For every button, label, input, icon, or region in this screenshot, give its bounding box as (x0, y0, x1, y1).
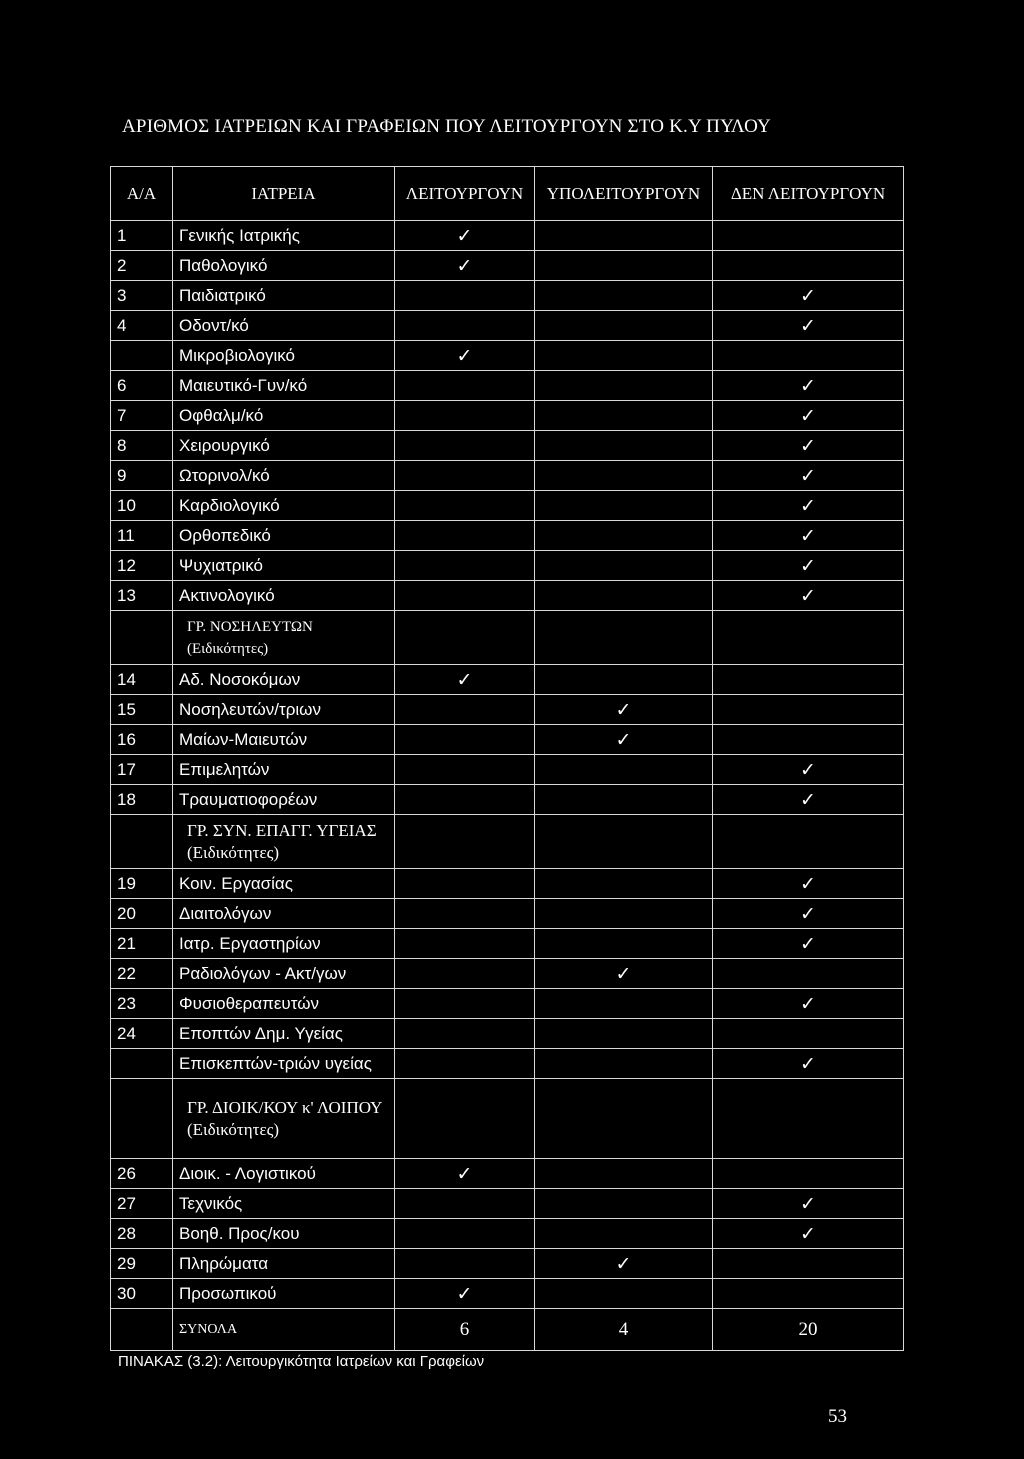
status-cell-3 (713, 581, 904, 611)
status-cell-2 (535, 1019, 713, 1049)
status-cell-3 (713, 1279, 904, 1309)
group-num-cell (111, 1079, 173, 1159)
status-cell-2 (535, 251, 713, 281)
table-row (111, 1159, 904, 1189)
row-number: 19 (111, 869, 173, 899)
row-label: Τραυματιοφορέων (173, 785, 395, 815)
group-empty-cell (713, 611, 904, 665)
check-icon: ✓ (800, 788, 816, 811)
table-row (111, 989, 904, 1019)
check-icon: ✓ (800, 1192, 816, 1215)
row-label: Παθολογικό (173, 251, 395, 281)
status-cell-1 (395, 1019, 535, 1049)
status-cell-1 (395, 959, 535, 989)
check-icon: ✓ (800, 524, 816, 547)
totals-operating: 6 (395, 1309, 535, 1351)
row-label: Μικροβιολογικό (173, 341, 395, 371)
group-header-row (111, 815, 904, 869)
row-number: 30 (111, 1279, 173, 1309)
row-label: Διοικ. - Λογιστικού (173, 1159, 395, 1189)
row-label: Καρδιολογικό (173, 491, 395, 521)
status-cell-3 (713, 785, 904, 815)
table-row (111, 1019, 904, 1049)
header-not-operating: ΔΕΝ ΛΕΙΤΟΥΡΓΟΥΝ (713, 167, 904, 221)
check-icon: ✓ (800, 758, 816, 781)
row-number: 1 (111, 221, 173, 251)
check-icon: ✓ (800, 1052, 816, 1075)
row-label: Τεχνικός (173, 1189, 395, 1219)
row-number: 13 (111, 581, 173, 611)
check-icon: ✓ (615, 728, 632, 751)
row-number: 7 (111, 401, 173, 431)
totals-num-cell (111, 1309, 173, 1351)
status-cell-2 (535, 431, 713, 461)
status-cell-2 (535, 899, 713, 929)
status-cell-3 (713, 551, 904, 581)
status-cell-1 (395, 989, 535, 1019)
table-row (111, 1279, 904, 1309)
status-cell-3 (713, 665, 904, 695)
status-cell-2 (535, 989, 713, 1019)
row-number: 22 (111, 959, 173, 989)
table-row (111, 461, 904, 491)
status-cell-2 (535, 1049, 713, 1079)
status-cell-3 (713, 929, 904, 959)
check-icon: ✓ (456, 668, 473, 691)
row-label: Βοηθ. Προς/κου (173, 1219, 395, 1249)
row-number: 21 (111, 929, 173, 959)
table-row (111, 491, 904, 521)
row-label: Οδοντ/κό (173, 311, 395, 341)
row-label: Αδ. Νοσοκόμων (173, 665, 395, 695)
group-empty-cell (535, 1079, 713, 1159)
check-icon: ✓ (800, 554, 816, 577)
status-cell-3 (713, 959, 904, 989)
page-title: ΑΡΙΘΜΟΣ ΙΑΤΡΕΙΩΝ ΚΑΙ ΓΡΑΦΕΙΩΝ ΠΟΥ ΛΕΙΤΟΥΡΓΟΥΝ ΣΤΟ Κ.Υ ΠΥΛΟΥ (122, 116, 771, 137)
status-cell-1 (395, 929, 535, 959)
row-number: 26 (111, 1159, 173, 1189)
status-cell-1 (395, 401, 535, 431)
row-label: Χειρουργικό (173, 431, 395, 461)
group-title: ΓΡ. ΝΟΣΗΛΕΥΤΩΝ (Ειδικότητες) (173, 611, 395, 665)
row-number: 6 (111, 371, 173, 401)
table-row (111, 221, 904, 251)
table-row (111, 581, 904, 611)
check-icon: ✓ (800, 584, 816, 607)
row-number: 16 (111, 725, 173, 755)
status-cell-1 (395, 1049, 535, 1079)
check-icon: ✓ (800, 374, 816, 397)
table-row (111, 551, 904, 581)
status-cell-1 (395, 785, 535, 815)
table-row (111, 1189, 904, 1219)
row-number: 17 (111, 755, 173, 785)
status-cell-2 (535, 401, 713, 431)
status-cell-1 (395, 431, 535, 461)
row-label: Επισκεπτών-τριών υγείας (173, 1049, 395, 1079)
status-cell-1 (395, 491, 535, 521)
check-icon: ✓ (800, 932, 816, 955)
row-label: Μαίων-Μαιευτών (173, 725, 395, 755)
status-cell-3 (713, 371, 904, 401)
table-row (111, 695, 904, 725)
status-cell-1 (395, 725, 535, 755)
group-num-cell (111, 815, 173, 869)
group-empty-cell (395, 815, 535, 869)
check-icon: ✓ (800, 494, 816, 517)
table-row (111, 371, 904, 401)
status-cell-1 (395, 371, 535, 401)
status-cell-1 (395, 1249, 535, 1279)
row-label: Ιατρ. Εργαστηρίων (173, 929, 395, 959)
table-body (111, 221, 904, 1309)
status-cell-2 (535, 869, 713, 899)
table-row (111, 1219, 904, 1249)
row-number: 24 (111, 1019, 173, 1049)
check-icon: ✓ (800, 314, 816, 337)
table-row (111, 959, 904, 989)
row-number: 4 (111, 311, 173, 341)
table-row (111, 929, 904, 959)
status-cell-1 (395, 899, 535, 929)
status-cell-1 (395, 1189, 535, 1219)
row-label: Μαιευτικό-Γυν/κό (173, 371, 395, 401)
check-icon: ✓ (800, 992, 816, 1015)
status-cell-1 (395, 1279, 535, 1309)
row-number: 12 (111, 551, 173, 581)
status-table (110, 166, 904, 1351)
status-cell-3 (713, 431, 904, 461)
status-cell-3 (713, 1019, 904, 1049)
check-icon: ✓ (456, 224, 473, 247)
status-cell-3 (713, 755, 904, 785)
group-empty-cell (535, 815, 713, 869)
status-cell-2 (535, 695, 713, 725)
group-empty-cell (395, 1079, 535, 1159)
header-underoperating: ΥΠΟΛΕΙΤΟΥΡΓΟΥΝ (535, 167, 713, 221)
status-cell-2 (535, 521, 713, 551)
row-label: Επιμελητών (173, 755, 395, 785)
status-cell-1 (395, 665, 535, 695)
status-cell-2 (535, 725, 713, 755)
table-header-row (111, 167, 904, 221)
row-number: 27 (111, 1189, 173, 1219)
status-cell-1 (395, 695, 535, 725)
row-number: 2 (111, 251, 173, 281)
row-number: 28 (111, 1219, 173, 1249)
row-label: Πληρώματα (173, 1249, 395, 1279)
status-cell-2 (535, 461, 713, 491)
status-cell-3 (713, 725, 904, 755)
status-cell-3 (713, 1159, 904, 1189)
status-cell-3 (713, 491, 904, 521)
status-cell-2 (535, 959, 713, 989)
row-label: Ακτινολογικό (173, 581, 395, 611)
row-number: 8 (111, 431, 173, 461)
check-icon: ✓ (456, 344, 473, 367)
row-label: Ορθοπεδικό (173, 521, 395, 551)
status-cell-3 (713, 1219, 904, 1249)
row-label: Ραδιολόγων - Ακτ/γων (173, 959, 395, 989)
status-cell-2 (535, 1279, 713, 1309)
totals-not-operating: 20 (713, 1309, 904, 1351)
row-number: 10 (111, 491, 173, 521)
status-cell-2 (535, 221, 713, 251)
table-row (111, 401, 904, 431)
status-cell-3 (713, 251, 904, 281)
status-cell-1 (395, 281, 535, 311)
status-cell-3 (713, 401, 904, 431)
check-icon: ✓ (800, 902, 816, 925)
check-icon: ✓ (800, 434, 816, 457)
group-title: ΓΡ. ΔΙΟΙΚ/ΚΟΥ κ' ΛΟΙΠΟΥ (Ειδικότητες) (173, 1079, 395, 1159)
row-number: 11 (111, 521, 173, 551)
header-operating: ΛΕΙΤΟΥΡΓΟΥΝ (395, 167, 535, 221)
status-cell-1 (395, 221, 535, 251)
row-label: Νοσηλευτών/τριων (173, 695, 395, 725)
row-label: Ωτορινολ/κό (173, 461, 395, 491)
group-empty-cell (713, 815, 904, 869)
status-cell-3 (713, 221, 904, 251)
page-number: 53 (828, 1406, 847, 1427)
check-icon: ✓ (615, 1252, 632, 1275)
status-cell-2 (535, 1249, 713, 1279)
status-cell-3 (713, 695, 904, 725)
table-row (111, 665, 904, 695)
status-cell-2 (535, 491, 713, 521)
status-cell-2 (535, 581, 713, 611)
status-cell-2 (535, 341, 713, 371)
status-cell-1 (395, 869, 535, 899)
totals-underoperating: 4 (535, 1309, 713, 1351)
status-cell-1 (395, 521, 535, 551)
status-cell-2 (535, 551, 713, 581)
check-icon: ✓ (800, 404, 816, 427)
status-cell-1 (395, 551, 535, 581)
group-num-cell (111, 611, 173, 665)
table-row (111, 1249, 904, 1279)
table-row (111, 431, 904, 461)
table-caption: ΠΙΝΑΚΑΣ (3.2): Λειτουργικότητα Ιατρείων και Γραφείων (118, 1353, 485, 1370)
group-empty-cell (535, 611, 713, 665)
row-number: 3 (111, 281, 173, 311)
row-number: 29 (111, 1249, 173, 1279)
status-cell-2 (535, 311, 713, 341)
status-cell-3 (713, 869, 904, 899)
group-header-row (111, 611, 904, 665)
row-label: Φυσιοθεραπευτών (173, 989, 395, 1019)
status-cell-2 (535, 785, 713, 815)
row-number (111, 1049, 173, 1079)
row-label: Διαιτολόγων (173, 899, 395, 929)
status-cell-3 (713, 521, 904, 551)
row-number: 9 (111, 461, 173, 491)
status-cell-2 (535, 1189, 713, 1219)
row-number: 20 (111, 899, 173, 929)
header-num: Α/Α (111, 167, 173, 221)
status-cell-2 (535, 1219, 713, 1249)
row-number: 23 (111, 989, 173, 1019)
status-cell-1 (395, 461, 535, 491)
table-row (111, 869, 904, 899)
status-cell-3 (713, 899, 904, 929)
check-icon: ✓ (615, 962, 632, 985)
status-cell-1 (395, 755, 535, 785)
group-title: ΓΡ. ΣΥΝ. ΕΠΑΓΓ. ΥΓΕΙΑΣ (Ειδικότητες) (173, 815, 395, 869)
status-cell-2 (535, 755, 713, 785)
row-label: Οφθαλμ/κό (173, 401, 395, 431)
totals-label: ΣΥΝΟΛΑ (173, 1309, 395, 1351)
status-cell-3 (713, 281, 904, 311)
status-cell-1 (395, 1219, 535, 1249)
check-icon: ✓ (615, 698, 632, 721)
status-cell-1 (395, 311, 535, 341)
row-label: Κοιν. Εργασίας (173, 869, 395, 899)
table-row (111, 1049, 904, 1079)
group-header-row (111, 1079, 904, 1159)
status-cell-1 (395, 341, 535, 371)
row-label: Προσωπικού (173, 1279, 395, 1309)
table-row (111, 281, 904, 311)
status-cell-2 (535, 281, 713, 311)
status-cell-2 (535, 371, 713, 401)
check-icon: ✓ (800, 872, 816, 895)
status-cell-1 (395, 581, 535, 611)
table-row (111, 755, 904, 785)
table-row (111, 521, 904, 551)
status-cell-3 (713, 311, 904, 341)
row-label: Παιδιατρικό (173, 281, 395, 311)
row-label: Γενικής Ιατρικής (173, 221, 395, 251)
check-icon: ✓ (800, 1222, 816, 1245)
table-row (111, 341, 904, 371)
status-cell-1 (395, 251, 535, 281)
table-row (111, 899, 904, 929)
table-row (111, 785, 904, 815)
row-number: 18 (111, 785, 173, 815)
status-cell-3 (713, 1249, 904, 1279)
row-label: Εποπτών Δημ. Υγείας (173, 1019, 395, 1049)
totals-row (111, 1309, 904, 1351)
status-cell-3 (713, 989, 904, 1019)
row-number (111, 341, 173, 371)
row-label: Ψυχιατρικό (173, 551, 395, 581)
status-cell-3 (713, 1049, 904, 1079)
group-empty-cell (395, 611, 535, 665)
status-cell-2 (535, 1159, 713, 1189)
status-cell-3 (713, 1189, 904, 1219)
check-icon: ✓ (456, 254, 473, 277)
status-cell-2 (535, 665, 713, 695)
status-cell-3 (713, 341, 904, 371)
check-icon: ✓ (800, 284, 816, 307)
header-name: ΙΑΤΡΕΙΑ (173, 167, 395, 221)
row-number: 14 (111, 665, 173, 695)
row-number: 15 (111, 695, 173, 725)
group-empty-cell (713, 1079, 904, 1159)
table-row (111, 251, 904, 281)
status-cell-2 (535, 929, 713, 959)
check-icon: ✓ (800, 464, 816, 487)
check-icon: ✓ (456, 1162, 473, 1185)
table-row (111, 311, 904, 341)
table-row (111, 725, 904, 755)
check-icon: ✓ (456, 1282, 473, 1305)
status-cell-1 (395, 1159, 535, 1189)
status-cell-3 (713, 461, 904, 491)
